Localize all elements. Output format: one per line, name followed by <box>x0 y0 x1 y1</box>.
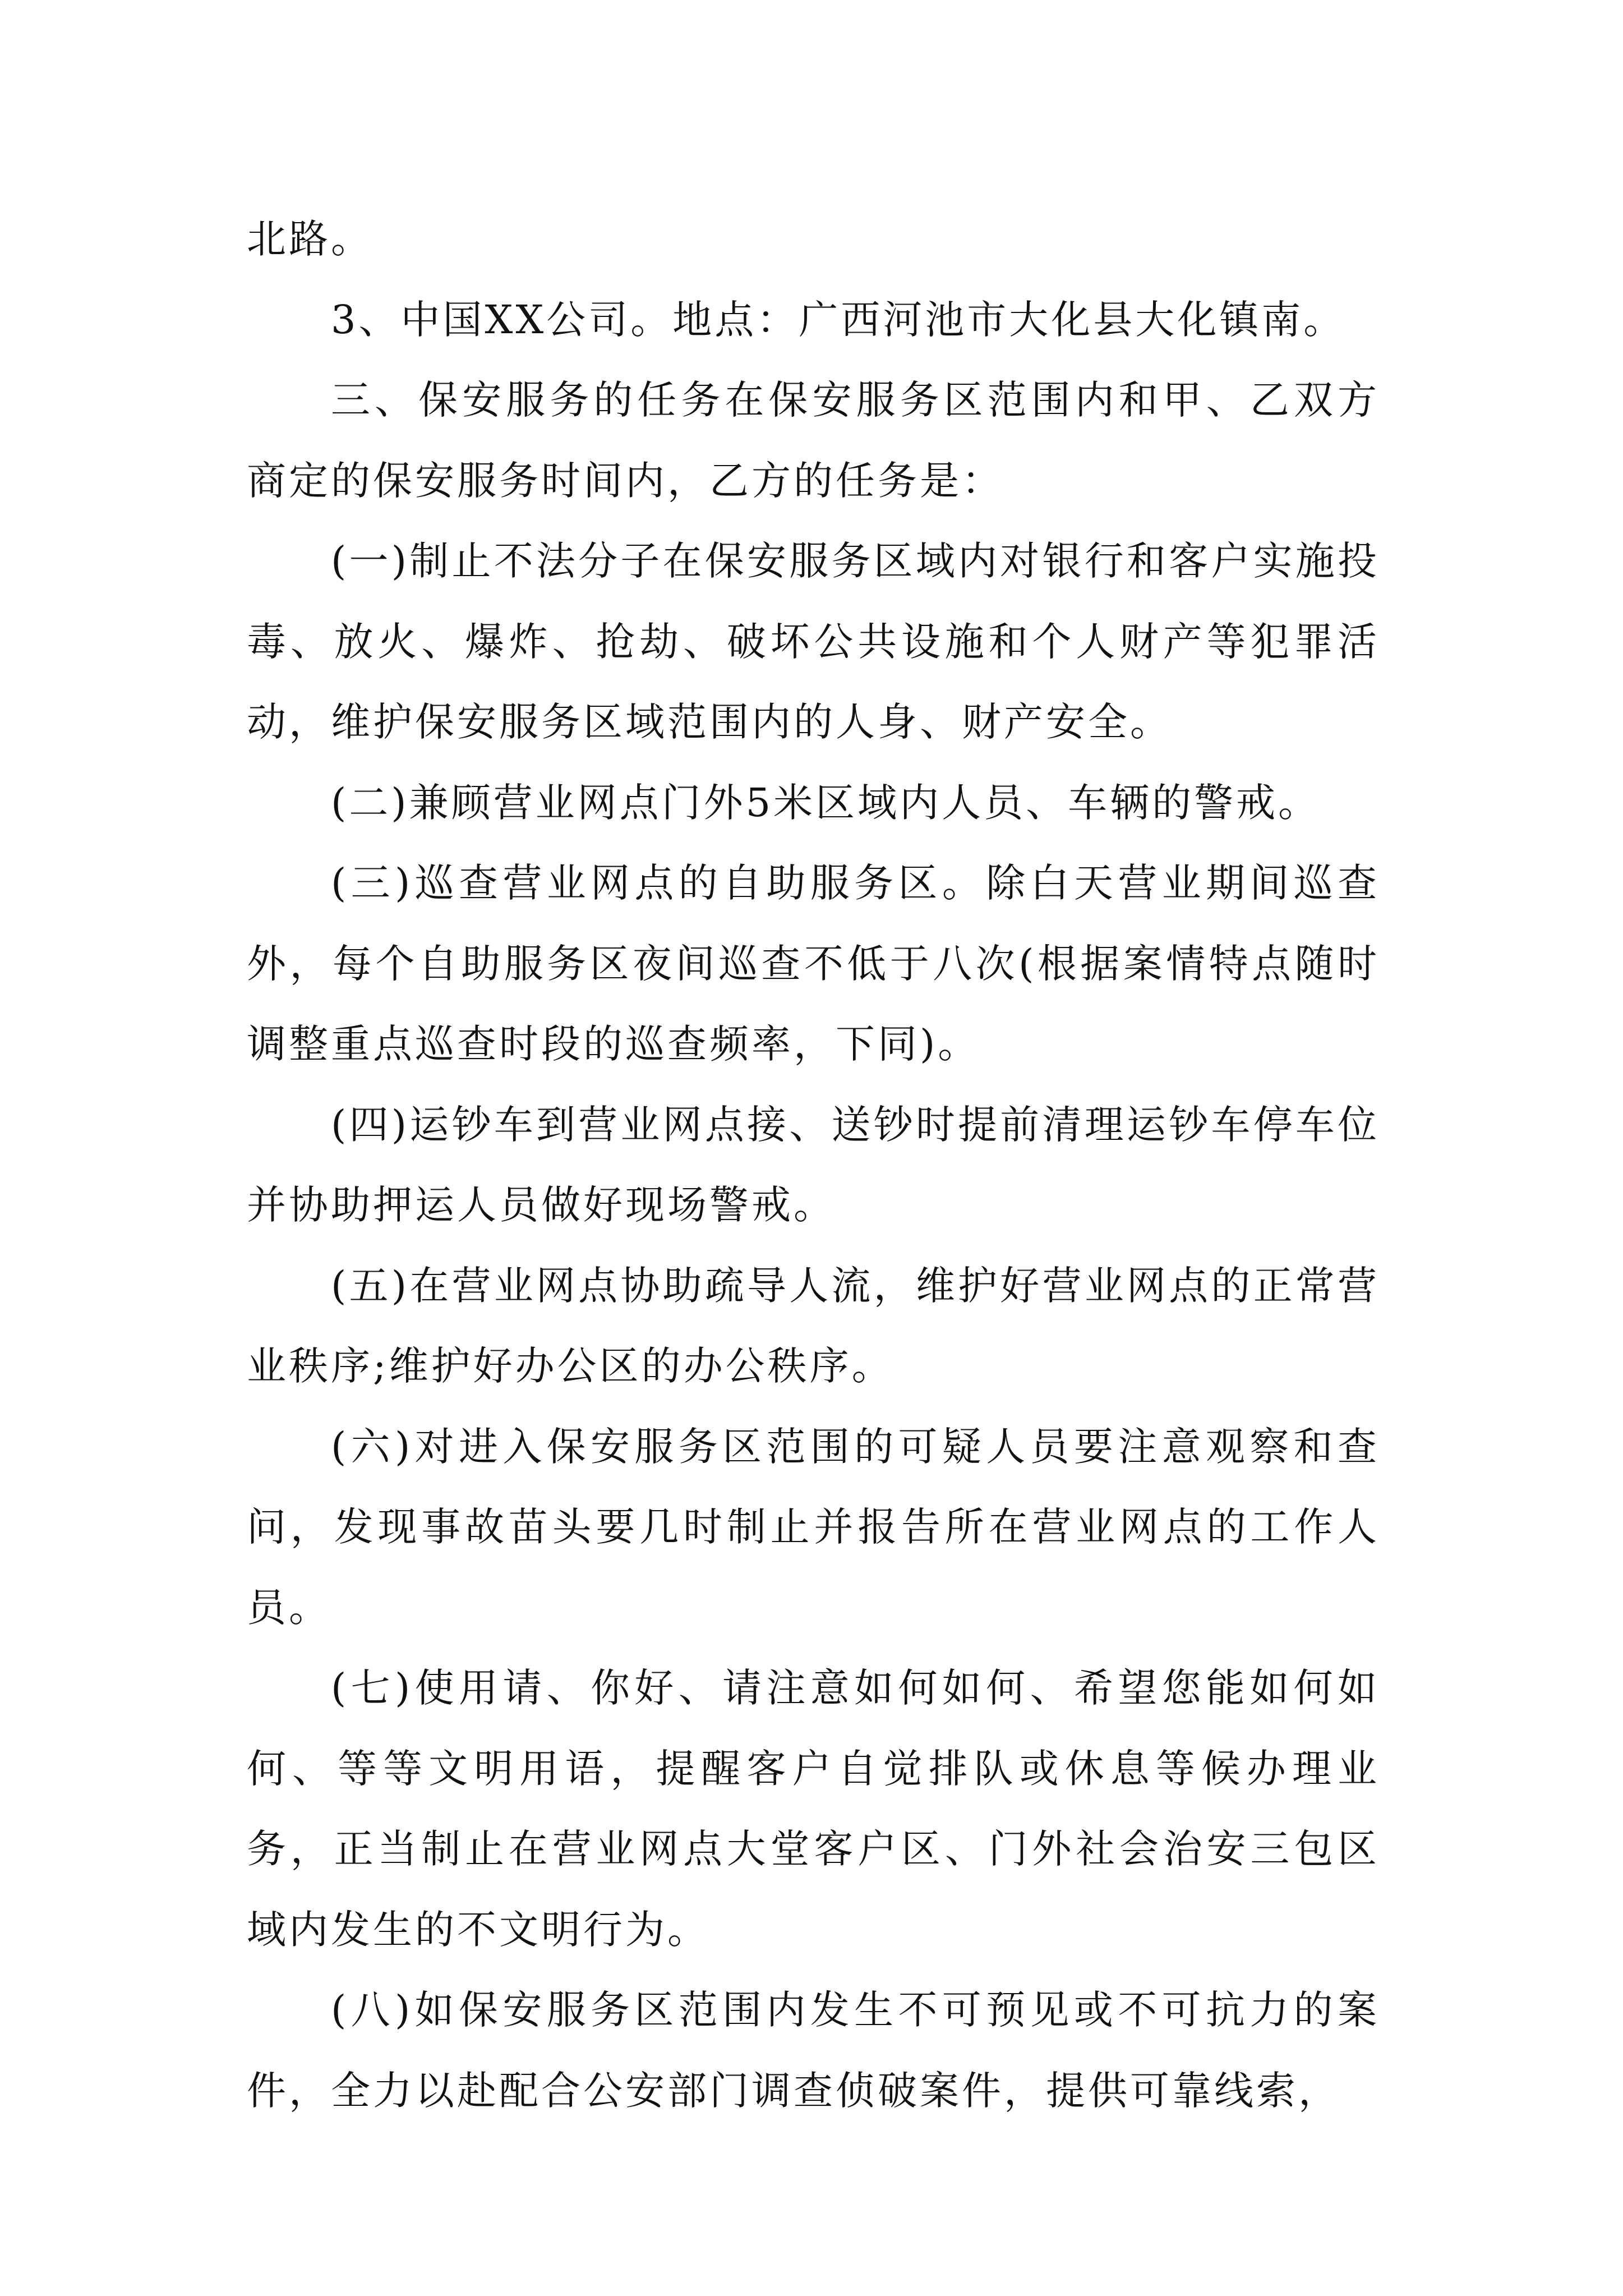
task-item-8: (八)如保安服务区范围内发生不可预见或不可抗力的案件，全力以赴配合公安部门调查侦破案件，提供可靠线索， <box>247 1987 1380 2114</box>
task-item-3: (三)巡查营业网点的自助服务区。除白天营业期间巡查外，每个自助服务区夜间巡查不低于八次(根据案情特点随时调整重点巡查时段的巡查频率，下同)。 <box>247 860 1380 1067</box>
paragraph-continuation: 北路。 <box>247 216 373 262</box>
task-item-1: (一)制止不法分子在保安服务区域内对银行和客户实施投毒、放火、爆炸、抢劫、破坏公共设施和个人财产等犯罪活动，维护保安服务区域范围内的人身、财产安全。 <box>247 538 1380 745</box>
task-item-6: (六)对进入保安服务区范围的可疑人员要注意观察和查问，发现事故苗头要几时制止并报告所在营业网点的工作人员。 <box>247 1423 1380 1631</box>
document-body <box>247 199 1380 2131</box>
task-item-2: (二)兼顾营业网点门外5米区域内人员、车辆的警戒。 <box>331 779 1321 826</box>
task-item-7: (七)使用请、你好、请注意如何如何、希望您能如何如何、等等文明用语，提醒客户自觉排队或休息等候办理业务，正当制止在营业网点大堂客户区、门外社会治安三包区域内发生的不文明行为。 <box>247 1665 1380 1953</box>
section-heading-security-tasks: 三、保安服务的任务在保安服务区范围内和甲、乙双方商定的保安服务时间内，乙方的任务是： <box>247 377 1380 504</box>
task-item-4: (四)运钞车到营业网点接、送钞时提前清理运钞车停车位并协助押运人员做好现场警戒。 <box>247 1101 1380 1228</box>
paragraph-company-location: 3、中国XX公司。地点：广西河池市大化县大化镇南。 <box>331 296 1346 343</box>
task-item-5: (五)在营业网点协助疏导人流，维护好营业网点的正常营业秩序;维护好办公区的办公秩序。 <box>247 1262 1380 1389</box>
